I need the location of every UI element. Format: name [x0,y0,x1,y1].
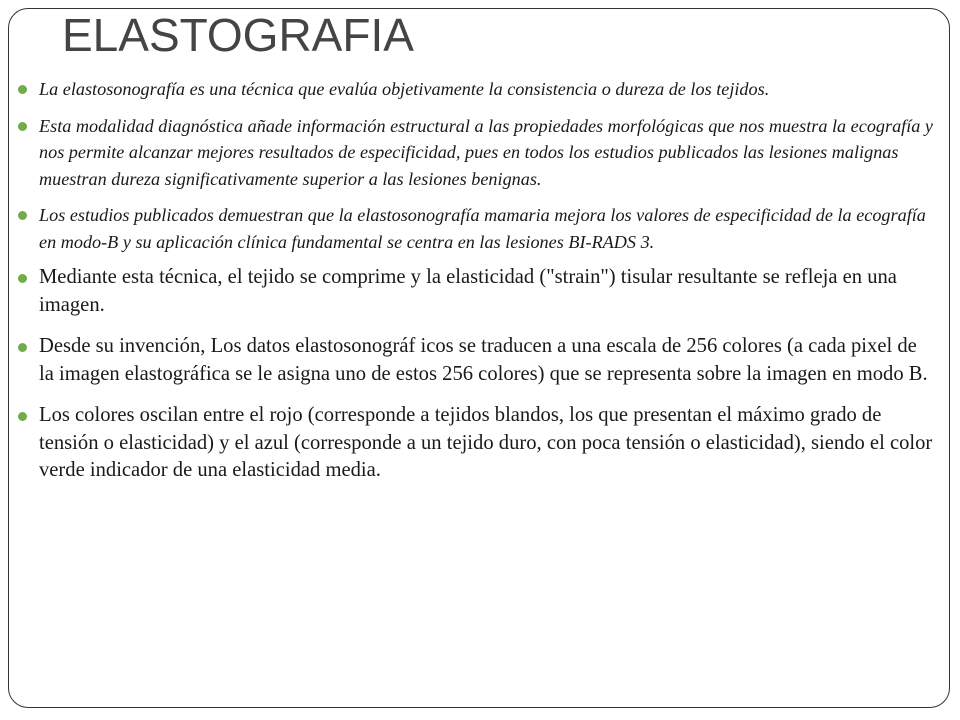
bullet-dot-icon [18,122,27,131]
bullet-text: Esta modalidad diagnóstica añade información estructural a las propiedades morfológicas que nos muestra la ecografía y nos permite alcanzar mejores resultados de especificidad, pues en todos los estudios publicados las lesiones malignas muestran dureza significativamente superior a las lesiones benignas. [39,115,933,189]
bullet-dot-icon [18,343,27,352]
bullet-dot-icon [18,274,27,283]
bullet-list [16,76,936,499]
bullet-text: Desde su invención, Los datos elastosonográf icos se traducen a una escala de 256 colores (a cada pixel de la imagen elastográfica se le asigna uno de estos 256 colores) que se representa sobre la imagen en modo B. [39,335,928,385]
bullet-dot-icon [18,211,27,220]
bullet-text: Mediante esta técnica, el tejido se comprime y la elasticidad ("strain") tisular resultante se refleja en una imagen. [39,266,897,316]
bullet-item [16,202,936,255]
bullet-item [16,113,936,193]
bullet-item [16,402,936,485]
bullet-text: La elastosonografía es una técnica que evalúa objetivamente la consistencia o dureza de los tejidos. [39,79,770,99]
slide-title: ELASTOGRAFIA [62,9,414,61]
bullet-text: Los estudios publicados demuestran que la elastosonografía mamaria mejora los valores de especificidad de la ecografía en modo-B y su aplicación clínica fundamental se centra en las lesiones BI-RADS 3. [39,205,926,252]
bullet-item [16,333,936,388]
bullet-item [16,76,936,103]
bullet-dot-icon [18,412,27,421]
bullet-item [16,264,936,319]
bullet-text: Los colores oscilan entre el rojo (corresponde a tejidos blandos, los que presentan el máximo grado de tensión o elasticidad) y el azul (corresponde a un tejido duro, con poca tensión o elasticidad), siendo el color verde indicador de una elasticidad media. [39,404,933,481]
bullet-dot-icon [18,85,27,94]
